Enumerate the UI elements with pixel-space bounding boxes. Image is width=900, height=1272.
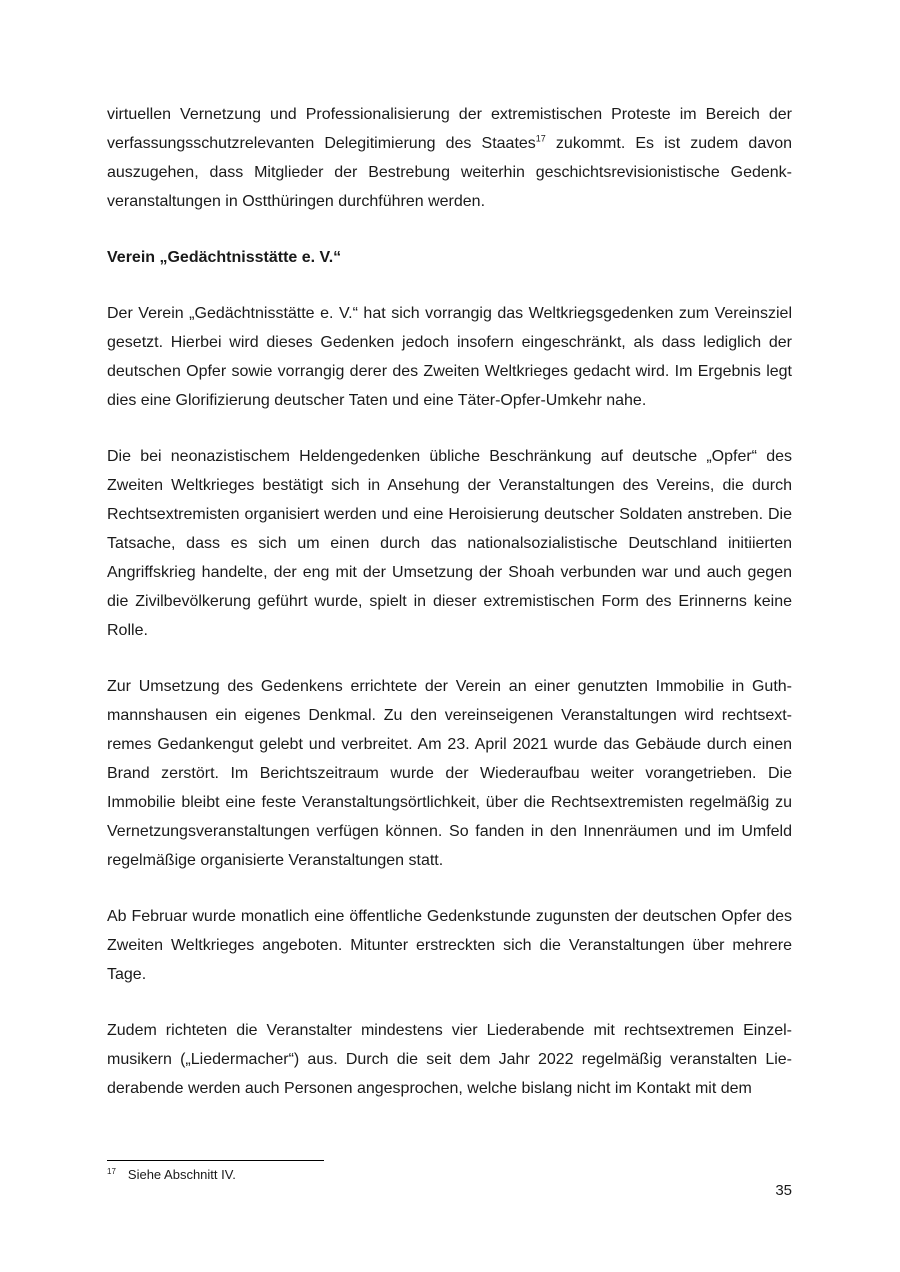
paragraph-1-text-a: virtuellen Vernetzung und Professionalisierung der extremistischen Proteste im Bereich der verfassungsschutzrelevanten Delegitimierung des Staates: [107, 106, 792, 152]
page-body: [107, 100, 792, 1103]
footnote-text: Siehe Abschnitt IV.: [127, 1167, 236, 1182]
footnote-divider: [107, 1160, 324, 1161]
paragraph-1: [107, 100, 792, 216]
footnote-reference[interactable]: 17: [535, 133, 546, 144]
paragraph-6: Zudem richteten die Veranstalter mindestens vier Liederabende mit rechtsextremen Einzelmusikern („Liedermacher“) aus. Durch die seit dem Jahr 2022 regelmäßig veranstalten Liederabende werden auch Personen angesprochen, welche bislang nicht im Kontakt mit dem: [107, 1022, 792, 1097]
paragraph-5: Ab Februar wurde monatlich eine öffentliche Gedenkstunde zugunsten der deutschen Opfer des Zweiten Weltkrieges angeboten. Mitunter erstreckten sich die Veranstaltungen über mehrere Tage.: [107, 908, 792, 983]
paragraph-3: Die bei neonazistischem Heldengedenken übliche Beschränkung auf deutsche „Opfer“ des Zweiten Weltkrieges bestätigt sich in Ansehung der Veranstaltungen des Vereins, die durch Rechtsextremisten organisiert werden und eine Heroisierung deutscher Soldaten anstreben. Die Tatsache, dass es sich um einen durch das nationalsozialistische Deutschland initiierten Angriffskrieg handelte, der eng mit der Umsetzung der Shoah verbunden war und auch gegen die Zivilbevölkerung geführt wurde, spielt in dieser extremistischen Form des Erinnerns keine Rolle.: [107, 448, 792, 639]
paragraph-1-text-b: zukommt. Es ist zudem davon auszugehen, dass Mitglieder der Bestrebung weiterhin geschichtsrevisionistische Gedenkveranstaltungen in Ostthüringen durchführen werden.: [107, 135, 793, 210]
paragraph-4: Zur Umsetzung des Gedenkens errichtete der Verein an einer genutzten Immobilie in Guthmannshausen ein eigenes Denkmal. Zu den vereinseigenen Veranstaltungen wird rechtsextremes Gedankengut gelebt und verbreitet. Am 23. April 2021 wurde das Gebäude durch einen Brand zerstört. Im Berichtszeitraum wurde der Wiederaufbau weiter vorangetrieben. Die Immobilie bleibt eine feste Veranstaltungsörtlichkeit, über die Rechtsextremisten regelmäßig zu Vernetzungsveranstaltungen verfügen können. So fanden in den Innenräumen und im Umfeld regelmäßige organisierte Veranstaltungen statt.: [107, 678, 792, 869]
paragraph-2: Der Verein „Gedächtnisstätte e. V.“ hat sich vorrangig das Weltkriegsgedenken zum Vereinsziel gesetzt. Hierbei wird dieses Gedenken jedoch insofern eingeschränkt, als dass lediglich der deutschen Opfer sowie vorrangig derer des Zweiten Weltkrieges gedacht wird. Im Ergebnis legt dies eine Glorifizierung deutscher Taten und eine Täter-Opfer-Umkehr nahe.: [107, 305, 792, 409]
page-number: 35: [775, 1182, 792, 1199]
footnote-number: 17: [107, 1166, 116, 1176]
footnote: [107, 1166, 236, 1184]
section-heading: Verein „Gedächtnisstätte e. V.“: [107, 249, 342, 266]
